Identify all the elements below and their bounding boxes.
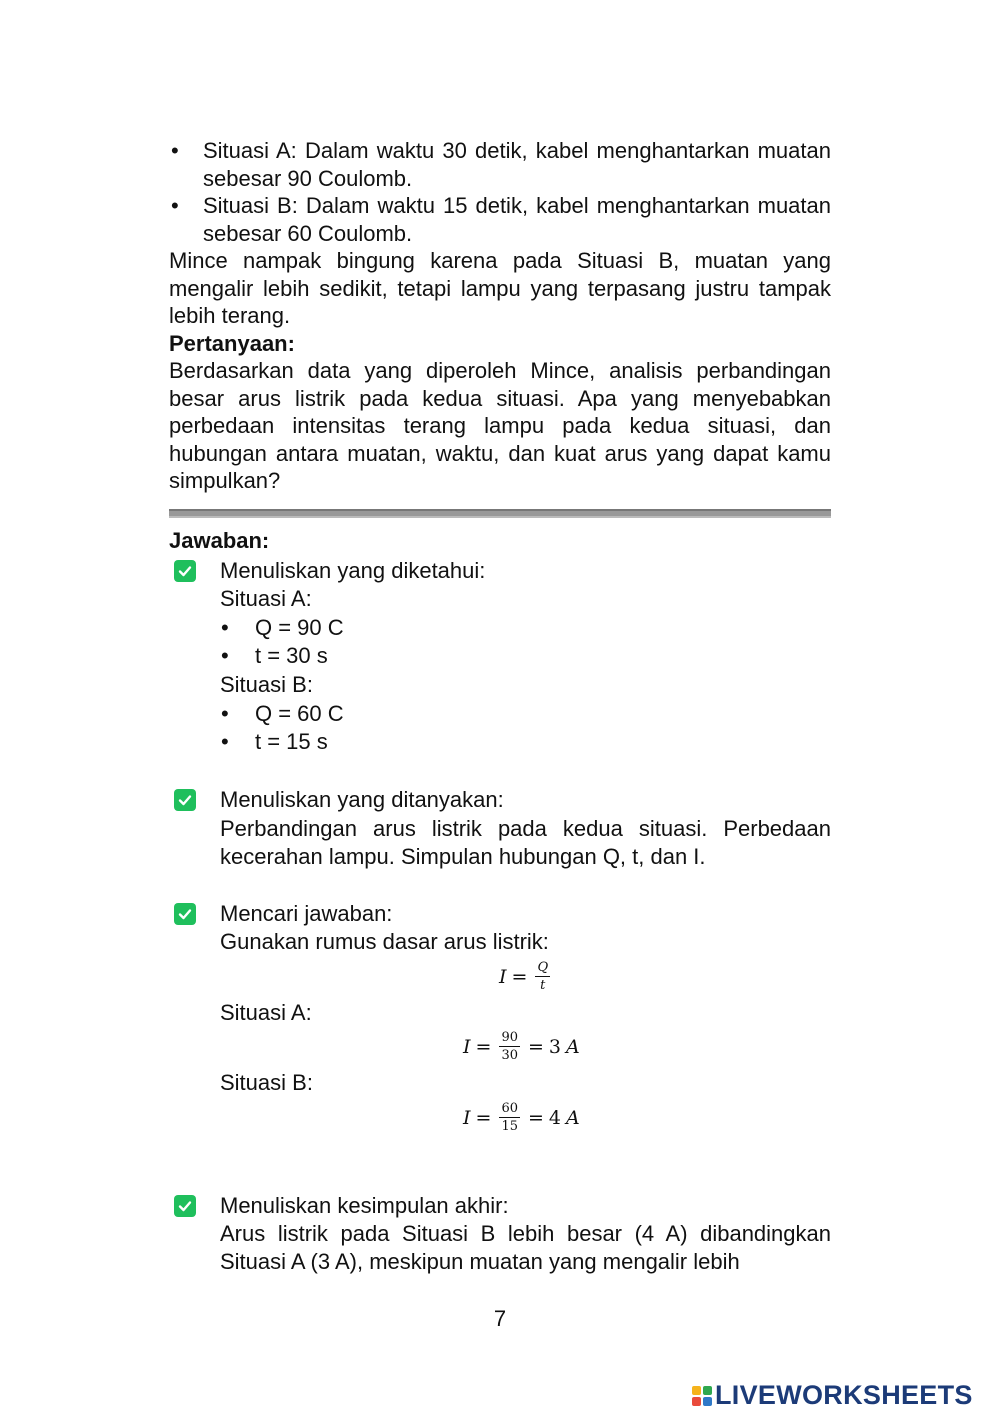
page-number: 7 (493, 1306, 507, 1331)
list-item: • t = 30 s (220, 642, 831, 671)
situation-list (169, 137, 831, 247)
solve-situation-a: Situasi A: (220, 999, 312, 1025)
formula-situation-a: I = $\frac{90}{30}$ = 3 A (463, 1030, 580, 1064)
asked-text: Perbandingan arus listrik pada kedua situasi. Perbedaan kecerahan lampu. Simpulan hubungan Q, t, dan I. (220, 815, 831, 869)
solve-intro: Gunakan rumus dasar arus listrik: (220, 929, 549, 955)
fraction: $\frac{Q}{t}$ (537, 959, 549, 993)
check-icon[interactable] (174, 1195, 196, 1217)
bullet-icon: • (221, 729, 229, 755)
known-a-list (220, 614, 831, 672)
fraction: $\frac{90}{30}$ (501, 1030, 518, 1064)
section-divider (169, 509, 831, 518)
check-icon[interactable] (174, 789, 196, 811)
conclusion-section (169, 1192, 831, 1277)
known-b-list (220, 700, 831, 758)
bullet-icon: • (171, 193, 179, 218)
list-item: • Situasi B: Dalam waktu 15 detik, kabel menghantarkan muatan sebesar 60 Coulomb. (171, 193, 831, 246)
list-item: • Q = 90 C (220, 614, 831, 643)
logo-text: LIVEWORKSHEETS (715, 1380, 973, 1410)
bullet-icon: • (221, 614, 229, 640)
conclusion-heading: Menuliskan kesimpulan akhir: (220, 1192, 509, 1218)
list-item: • Situasi A: Dalam waktu 30 detik, kabel menghantarkan muatan sebesar 90 Coulomb. (171, 138, 831, 191)
conclusion-text: Arus listrik pada Situasi B lebih besar (4 A) dibandingkan Situasi A (3 A), meskipun muatan yang mengalir lebih (220, 1221, 831, 1275)
solve-section (169, 900, 831, 1138)
check-icon[interactable] (174, 560, 196, 582)
intro-paragraph: Mince nampak bingung karena pada Situasi B, muatan yang mengalir lebih sedikit, tetapi lampu yang terpasang justru tampak lebih terang. (169, 248, 831, 328)
list-item: • t = 15 s (220, 728, 831, 757)
question-text: Berdasarkan data yang diperoleh Mince, analisis perbandingan besar arus listrik pada kedua situasi. Apa yang menyebabkan perbedaan intensitas terang lampu pada kedua situasi, dan hubungan antara muatan, waktu, dan kuat arus yang dapat kamu simpulkan? (169, 358, 831, 493)
check-icon[interactable] (174, 903, 196, 925)
fraction: $\frac{60}{15}$ (501, 1100, 518, 1134)
bullet-icon: • (221, 700, 229, 726)
question-title: Pertanyaan: (169, 330, 295, 356)
logo-icon (692, 1386, 712, 1406)
formula-situation-b: I = $\frac{60}{15}$ = 4 A (463, 1100, 580, 1134)
known-situation-b: Situasi B: (220, 672, 313, 698)
bullet-icon: • (221, 643, 229, 669)
known-heading: Menuliskan yang diketahui: (220, 557, 486, 583)
answer-title: Jawaban: (169, 527, 270, 553)
known-section (169, 557, 831, 758)
solve-situation-b: Situasi B: (220, 1070, 313, 1096)
page-content (169, 137, 831, 1276)
known-situation-a: Situasi A: (220, 586, 312, 611)
list-item: • Q = 60 C (220, 700, 831, 729)
asked-heading: Menuliskan yang ditanyakan: (220, 787, 504, 813)
liveworksheets-logo[interactable] (692, 1380, 973, 1411)
bullet-icon: • (171, 138, 179, 163)
formula-general: I = $\frac{Q}{t}$ (499, 959, 549, 993)
asked-section (169, 786, 831, 871)
solve-heading: Mencari jawaban: (220, 900, 393, 926)
